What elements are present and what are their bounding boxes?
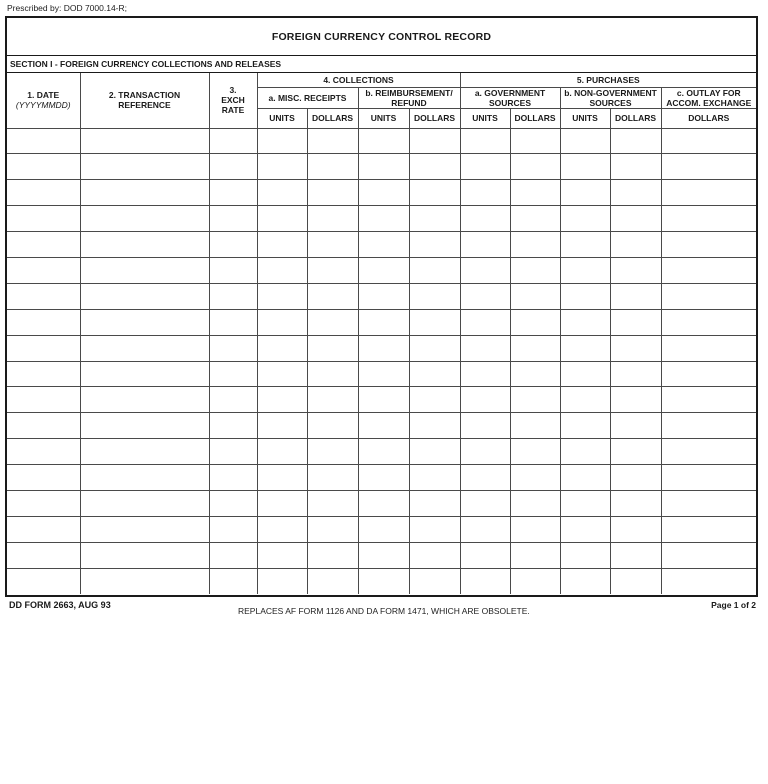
prescribed-by-note: Prescribed by: DOD 7000.14-R; [7,3,127,13]
misc-receipts-dollars-cell[interactable] [307,439,358,465]
reimbursement-dollars-cell[interactable] [409,257,460,283]
non-government-units-cell[interactable] [560,568,610,594]
government-units-cell[interactable] [460,206,510,232]
non-government-units-cell[interactable] [560,465,610,491]
dollars-header-outlay: DOLLARS [661,108,756,128]
reimbursement-dollars-cell[interactable] [409,439,460,465]
table-row [7,465,756,491]
misc-receipts-dollars-cell[interactable] [307,465,358,491]
transaction-reference-label: 2. TRANSACTION REFERENCE [108,90,181,111]
non-government-dollars-cell[interactable] [610,180,661,206]
non-government-sources-label: b. NON-GOVERNMENT SOURCES [564,87,657,108]
misc-receipts-dollars-cell[interactable] [307,490,358,516]
date-cell[interactable] [7,335,80,361]
exch-rate-cell[interactable] [209,490,257,516]
outlay-dollars-cell[interactable] [661,309,756,335]
misc-receipts-units-cell[interactable] [257,232,307,258]
misc-receipts-units-cell[interactable] [257,335,307,361]
transaction-reference-cell[interactable] [80,465,209,491]
exch-rate-label: 3. EXCH RATE [221,85,245,116]
misc-receipts-dollars-cell[interactable] [307,309,358,335]
dollars-header-government: DOLLARS [510,108,560,128]
units-header-non-government: UNITS [560,108,610,128]
transaction-reference-cell[interactable] [80,154,209,180]
reimbursement-dollars-cell[interactable] [409,413,460,439]
transaction-reference-cell[interactable] [80,232,209,258]
reimbursement-dollars-cell[interactable] [409,154,460,180]
table-row [7,516,756,542]
reimbursement-units-cell[interactable] [358,335,409,361]
subgroup-outlay-accom-exchange [661,87,756,108]
government-dollars-cell[interactable] [510,309,560,335]
non-government-dollars-cell[interactable] [610,335,661,361]
reimbursement-dollars-cell[interactable] [409,516,460,542]
transaction-reference-cell[interactable] [80,283,209,309]
exch-rate-cell[interactable] [209,180,257,206]
misc-receipts-units-cell[interactable] [257,413,307,439]
misc-receipts-units-cell[interactable] [257,568,307,594]
form-title: FOREIGN CURRENCY CONTROL RECORD [7,18,756,56]
misc-receipts-units-cell[interactable] [257,180,307,206]
government-units-cell[interactable] [460,257,510,283]
non-government-dollars-cell[interactable] [610,257,661,283]
transaction-reference-cell[interactable] [80,413,209,439]
reimbursement-dollars-cell[interactable] [409,128,460,154]
reimbursement-dollars-cell[interactable] [409,335,460,361]
non-government-dollars-cell[interactable] [610,413,661,439]
misc-receipts-dollars-cell[interactable] [307,128,358,154]
column-group-collections: 4. COLLECTIONS [257,73,460,87]
misc-receipts-units-cell[interactable] [257,154,307,180]
form-number: DD FORM 2663, AUG 93 [9,600,111,610]
misc-receipts-units-cell[interactable] [257,465,307,491]
exch-rate-cell[interactable] [209,206,257,232]
transaction-reference-cell[interactable] [80,257,209,283]
exch-rate-cell[interactable] [209,335,257,361]
transaction-reference-cell[interactable] [80,568,209,594]
exch-rate-cell[interactable] [209,128,257,154]
non-government-dollars-cell[interactable] [610,516,661,542]
transaction-reference-cell[interactable] [80,180,209,206]
government-dollars-cell[interactable] [510,387,560,413]
reimbursement-dollars-cell[interactable] [409,542,460,568]
outlay-dollars-cell[interactable] [661,335,756,361]
subgroup-non-government-sources [560,87,661,108]
exch-rate-cell[interactable] [209,387,257,413]
date-cell[interactable] [7,516,80,542]
date-cell[interactable] [7,361,80,387]
misc-receipts-units-cell[interactable] [257,309,307,335]
government-units-cell[interactable] [460,335,510,361]
dollars-header-reimbursement: DOLLARS [409,108,460,128]
non-government-units-cell[interactable] [560,516,610,542]
government-units-cell[interactable] [460,283,510,309]
table-row [7,128,756,154]
misc-receipts-dollars-cell[interactable] [307,516,358,542]
reimbursement-units-cell[interactable] [358,413,409,439]
outlay-dollars-cell[interactable] [661,516,756,542]
table-row [7,490,756,516]
reimbursement-units-cell[interactable] [358,206,409,232]
government-dollars-cell[interactable] [510,232,560,258]
government-dollars-cell[interactable] [510,465,560,491]
non-government-units-cell[interactable] [560,387,610,413]
misc-receipts-units-cell[interactable] [257,439,307,465]
exch-rate-cell[interactable] [209,439,257,465]
reimbursement-dollars-cell[interactable] [409,232,460,258]
date-cell[interactable] [7,542,80,568]
transaction-reference-cell[interactable] [80,387,209,413]
reimbursement-units-cell[interactable] [358,387,409,413]
reimbursement-units-cell[interactable] [358,309,409,335]
table-row [7,568,756,594]
reimbursement-dollars-cell[interactable] [409,283,460,309]
misc-receipts-units-cell[interactable] [257,206,307,232]
non-government-dollars-cell[interactable] [610,465,661,491]
date-cell[interactable] [7,283,80,309]
date-cell[interactable] [7,413,80,439]
government-units-cell[interactable] [460,128,510,154]
outlay-dollars-cell[interactable] [661,465,756,491]
non-government-dollars-cell[interactable] [610,128,661,154]
government-dollars-cell[interactable] [510,490,560,516]
outlay-dollars-cell[interactable] [661,283,756,309]
date-cell[interactable] [7,206,80,232]
transaction-reference-cell[interactable] [80,206,209,232]
form-frame [5,16,758,597]
government-dollars-cell[interactable] [510,361,560,387]
exch-rate-cell[interactable] [209,542,257,568]
outlay-dollars-cell[interactable] [661,232,756,258]
reimbursement-units-cell[interactable] [358,568,409,594]
government-sources-label: a. GOVERNMENT SOURCES [474,87,546,108]
government-units-cell[interactable] [460,232,510,258]
exch-rate-cell[interactable] [209,309,257,335]
misc-receipts-dollars-cell[interactable] [307,257,358,283]
subgroup-reimbursement-refund: b. REIMBURSEMENT/ REFUND [358,87,460,108]
government-units-cell[interactable] [460,309,510,335]
government-dollars-cell[interactable] [510,439,560,465]
dollars-header-misc-receipts: DOLLARS [307,108,358,128]
table-row [7,361,756,387]
misc-receipts-dollars-cell[interactable] [307,361,358,387]
misc-receipts-units-cell[interactable] [257,283,307,309]
reimbursement-dollars-cell[interactable] [409,568,460,594]
reimbursement-dollars-cell[interactable] [409,309,460,335]
government-units-cell[interactable] [460,542,510,568]
outlay-dollars-cell[interactable] [661,387,756,413]
misc-receipts-dollars-cell[interactable] [307,283,358,309]
reimbursement-dollars-cell[interactable] [409,465,460,491]
reimbursement-units-cell[interactable] [358,361,409,387]
reimbursement-units-cell[interactable] [358,283,409,309]
date-cell[interactable] [7,128,80,154]
reimbursement-units-cell[interactable] [358,465,409,491]
date-cell[interactable] [7,387,80,413]
exch-rate-cell[interactable] [209,283,257,309]
misc-receipts-dollars-cell[interactable] [307,413,358,439]
reimbursement-dollars-cell[interactable] [409,490,460,516]
government-dollars-cell[interactable] [510,335,560,361]
units-header-government: UNITS [460,108,510,128]
non-government-units-cell[interactable] [560,309,610,335]
exch-rate-cell[interactable] [209,257,257,283]
date-cell[interactable] [7,232,80,258]
government-dollars-cell[interactable] [510,283,560,309]
reimbursement-units-cell[interactable] [358,154,409,180]
transaction-reference-cell[interactable] [80,335,209,361]
subgroup-misc-receipts: a. MISC. RECEIPTS [257,87,358,108]
government-units-cell[interactable] [460,516,510,542]
reimbursement-dollars-cell[interactable] [409,180,460,206]
transaction-reference-cell[interactable] [80,542,209,568]
column-group-purchases: 5. PURCHASES [460,73,756,87]
non-government-dollars-cell[interactable] [610,361,661,387]
transaction-reference-cell[interactable] [80,361,209,387]
outlay-dollars-cell[interactable] [661,439,756,465]
non-government-units-cell[interactable] [560,232,610,258]
replaces-note: REPLACES AF FORM 1126 AND DA FORM 1471, WHICH ARE OBSOLETE. [238,606,530,616]
outlay-dollars-cell[interactable] [661,206,756,232]
units-header-misc-receipts: UNITS [257,108,307,128]
government-dollars-cell[interactable] [510,413,560,439]
table-row [7,439,756,465]
column-header-date [7,73,80,128]
transaction-reference-cell[interactable] [80,490,209,516]
government-dollars-cell[interactable] [510,128,560,154]
non-government-dollars-cell[interactable] [610,387,661,413]
non-government-dollars-cell[interactable] [610,439,661,465]
date-label: 1. DATE [27,90,60,101]
misc-receipts-dollars-cell[interactable] [307,154,358,180]
date-cell[interactable] [7,309,80,335]
non-government-dollars-cell[interactable] [610,542,661,568]
non-government-units-cell[interactable] [560,180,610,206]
table-row [7,180,756,206]
table-row [7,335,756,361]
table-row [7,387,756,413]
government-dollars-cell[interactable] [510,568,560,594]
government-units-cell[interactable] [460,439,510,465]
misc-receipts-dollars-cell[interactable] [307,542,358,568]
misc-receipts-dollars-cell[interactable] [307,335,358,361]
subgroup-government-sources [460,87,560,108]
reimbursement-units-cell[interactable] [358,516,409,542]
table-row [7,257,756,283]
reimbursement-dollars-cell[interactable] [409,361,460,387]
non-government-units-cell[interactable] [560,439,610,465]
outlay-dollars-cell[interactable] [661,361,756,387]
non-government-units-cell[interactable] [560,128,610,154]
section-title: SECTION I - FOREIGN CURRENCY COLLECTIONS AND RELEASES [7,56,756,73]
non-government-units-cell[interactable] [560,542,610,568]
non-government-units-cell[interactable] [560,413,610,439]
exch-rate-cell[interactable] [209,568,257,594]
table-row [7,206,756,232]
government-units-cell[interactable] [460,154,510,180]
outlay-accom-exchange-label: c. OUTLAY FOR ACCOM. EXCHANGE [666,87,752,108]
date-cell[interactable] [7,465,80,491]
misc-receipts-dollars-cell[interactable] [307,568,358,594]
date-cell[interactable] [7,257,80,283]
government-units-cell[interactable] [460,413,510,439]
government-units-cell[interactable] [460,361,510,387]
misc-receipts-dollars-cell[interactable] [307,180,358,206]
date-cell[interactable] [7,568,80,594]
outlay-dollars-cell[interactable] [661,128,756,154]
transaction-reference-cell[interactable] [80,439,209,465]
non-government-dollars-cell[interactable] [610,568,661,594]
reimbursement-units-cell[interactable] [358,257,409,283]
exch-rate-cell[interactable] [209,154,257,180]
misc-receipts-dollars-cell[interactable] [307,387,358,413]
reimbursement-units-cell[interactable] [358,232,409,258]
column-header-transaction-reference [80,73,209,128]
non-government-dollars-cell[interactable] [610,154,661,180]
misc-receipts-units-cell[interactable] [257,542,307,568]
government-dollars-cell[interactable] [510,542,560,568]
non-government-units-cell[interactable] [560,490,610,516]
misc-receipts-units-cell[interactable] [257,257,307,283]
table-row [7,283,756,309]
outlay-dollars-cell[interactable] [661,413,756,439]
reimbursement-units-cell[interactable] [358,439,409,465]
exch-rate-cell[interactable] [209,413,257,439]
reimbursement-dollars-cell[interactable] [409,206,460,232]
exch-rate-cell[interactable] [209,465,257,491]
transaction-reference-cell[interactable] [80,128,209,154]
outlay-dollars-cell[interactable] [661,542,756,568]
transaction-reference-cell[interactable] [80,309,209,335]
reimbursement-units-cell[interactable] [358,128,409,154]
outlay-dollars-cell[interactable] [661,490,756,516]
reimbursement-units-cell[interactable] [358,180,409,206]
misc-receipts-dollars-cell[interactable] [307,232,358,258]
non-government-dollars-cell[interactable] [610,206,661,232]
currency-record-table [7,73,756,594]
table-row [7,413,756,439]
misc-receipts-units-cell[interactable] [257,516,307,542]
non-government-dollars-cell[interactable] [610,490,661,516]
table-row [7,154,756,180]
outlay-dollars-cell[interactable] [661,568,756,594]
misc-receipts-units-cell[interactable] [257,128,307,154]
date-cell[interactable] [7,154,80,180]
date-cell[interactable] [7,490,80,516]
date-format-hint: (YYYYMMDD) [15,100,71,111]
misc-receipts-dollars-cell[interactable] [307,206,358,232]
government-dollars-cell[interactable] [510,180,560,206]
misc-receipts-units-cell[interactable] [257,387,307,413]
non-government-dollars-cell[interactable] [610,283,661,309]
date-cell[interactable] [7,439,80,465]
government-dollars-cell[interactable] [510,257,560,283]
non-government-units-cell[interactable] [560,206,610,232]
government-dollars-cell[interactable] [510,206,560,232]
table-row [7,542,756,568]
date-cell[interactable] [7,180,80,206]
misc-receipts-units-cell[interactable] [257,490,307,516]
reimbursement-units-cell[interactable] [358,542,409,568]
table-row [7,309,756,335]
units-header-reimbursement: UNITS [358,108,409,128]
non-government-dollars-cell[interactable] [610,232,661,258]
outlay-dollars-cell[interactable] [661,154,756,180]
dollars-header-non-government: DOLLARS [610,108,661,128]
page-indicator: Page 1 of 2 [711,600,756,610]
misc-receipts-units-cell[interactable] [257,361,307,387]
exch-rate-cell[interactable] [209,361,257,387]
government-units-cell[interactable] [460,490,510,516]
transaction-reference-cell[interactable] [80,516,209,542]
government-units-cell[interactable] [460,465,510,491]
outlay-dollars-cell[interactable] [661,180,756,206]
non-government-units-cell[interactable] [560,283,610,309]
non-government-units-cell[interactable] [560,335,610,361]
government-dollars-cell[interactable] [510,516,560,542]
reimbursement-dollars-cell[interactable] [409,387,460,413]
government-dollars-cell[interactable] [510,154,560,180]
government-units-cell[interactable] [460,387,510,413]
non-government-units-cell[interactable] [560,361,610,387]
column-header-exch-rate [209,73,257,128]
government-units-cell[interactable] [460,568,510,594]
non-government-units-cell[interactable] [560,257,610,283]
exch-rate-cell[interactable] [209,516,257,542]
exch-rate-cell[interactable] [209,232,257,258]
government-units-cell[interactable] [460,180,510,206]
reimbursement-units-cell[interactable] [358,490,409,516]
non-government-units-cell[interactable] [560,154,610,180]
non-government-dollars-cell[interactable] [610,309,661,335]
table-row [7,232,756,258]
outlay-dollars-cell[interactable] [661,257,756,283]
